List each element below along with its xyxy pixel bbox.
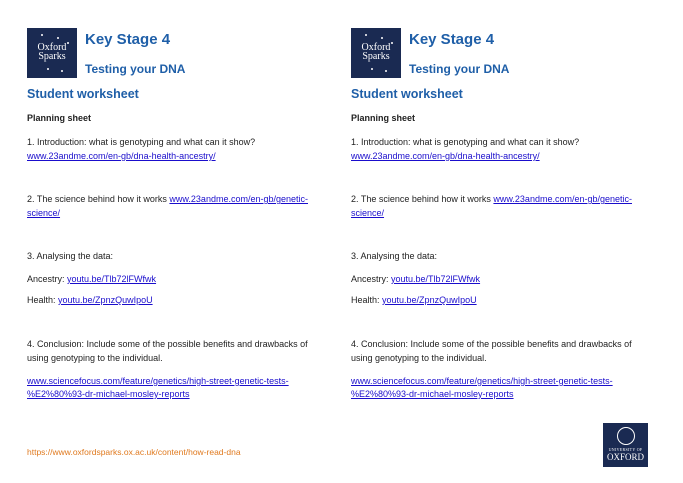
q4-link[interactable]: www.sciencefocus.com/feature/genetics/high-street-genetic-tests- bbox=[351, 376, 613, 386]
ancestry-label: Ancestry: bbox=[351, 274, 392, 284]
q1-link[interactable]: www.23andme.com/en-gb/dna-health-ancestry/ bbox=[27, 151, 216, 161]
title: Key Stage 4 bbox=[85, 31, 171, 48]
crest-icon bbox=[617, 427, 635, 445]
ancestry-label: Ancestry: bbox=[27, 274, 68, 284]
footer-link[interactable]: https://www.oxfordsparks.ox.ac.uk/content/how-read-dna bbox=[27, 447, 241, 457]
q4-link[interactable]: www.sciencefocus.com/feature/genetics/high-street-genetic-tests- bbox=[27, 376, 289, 386]
q4-text: 4. Conclusion: Include some of the possible benefits and drawbacks of bbox=[27, 339, 308, 349]
heading: Student worksheet bbox=[27, 87, 139, 101]
university-of-oxford-logo: UNIVERSITY OF OXFORD bbox=[603, 423, 648, 467]
planning-label: Planning sheet bbox=[351, 113, 416, 123]
subtitle: Testing your DNA bbox=[409, 62, 510, 76]
q4-text: 4. Conclusion: Include some of the possible benefits and drawbacks of bbox=[351, 339, 632, 349]
ancestry-link[interactable]: youtu.be/Tlb72lFWfwk bbox=[67, 274, 157, 284]
q1-text: 1. Introduction: what is genotyping and what can it show? bbox=[351, 137, 580, 147]
q2-link[interactable]: www.23andme.com/en-gb/genetic- bbox=[169, 194, 308, 204]
worksheet-left bbox=[27, 0, 337, 483]
heading: Student worksheet bbox=[351, 87, 463, 101]
q4-text-cont: using genotyping to the individual. bbox=[27, 353, 163, 363]
q3-text: 3. Analysing the data: bbox=[351, 251, 438, 261]
q2-link-cont[interactable]: science/ bbox=[351, 208, 385, 218]
q1-text: 1. Introduction: what is genotyping and what can it show? bbox=[27, 137, 256, 147]
health-link[interactable]: youtu.be/ZpnzQuwIpoU bbox=[382, 295, 477, 305]
q2-text: 2. The science behind how it works bbox=[27, 194, 170, 204]
planning-label: Planning sheet bbox=[27, 113, 92, 123]
health-label: Health: bbox=[27, 295, 59, 305]
title: Key Stage 4 bbox=[409, 31, 495, 48]
q1-link[interactable]: www.23andme.com/en-gb/dna-health-ancestry/ bbox=[351, 151, 540, 161]
q4-text-cont: using genotyping to the individual. bbox=[351, 353, 487, 363]
oxford-sparks-logo: Oxford Sparks bbox=[351, 28, 401, 78]
q2-link[interactable]: www.23andme.com/en-gb/genetic- bbox=[493, 194, 632, 204]
oxford-sparks-logo: Oxford Sparks bbox=[27, 28, 77, 78]
worksheet-right bbox=[351, 0, 661, 483]
health-label: Health: bbox=[351, 295, 383, 305]
q2-link-cont[interactable]: science/ bbox=[27, 208, 61, 218]
q2-text: 2. The science behind how it works bbox=[351, 194, 494, 204]
subtitle: Testing your DNA bbox=[85, 62, 186, 76]
ancestry-link[interactable]: youtu.be/Tlb72lFWfwk bbox=[391, 274, 481, 284]
health-link[interactable]: youtu.be/ZpnzQuwIpoU bbox=[58, 295, 153, 305]
q4-link-cont[interactable]: %E2%80%93-dr-michael-mosley-reports bbox=[351, 389, 514, 399]
q4-link-cont[interactable]: %E2%80%93-dr-michael-mosley-reports bbox=[27, 389, 190, 399]
q3-text: 3. Analysing the data: bbox=[27, 251, 114, 261]
